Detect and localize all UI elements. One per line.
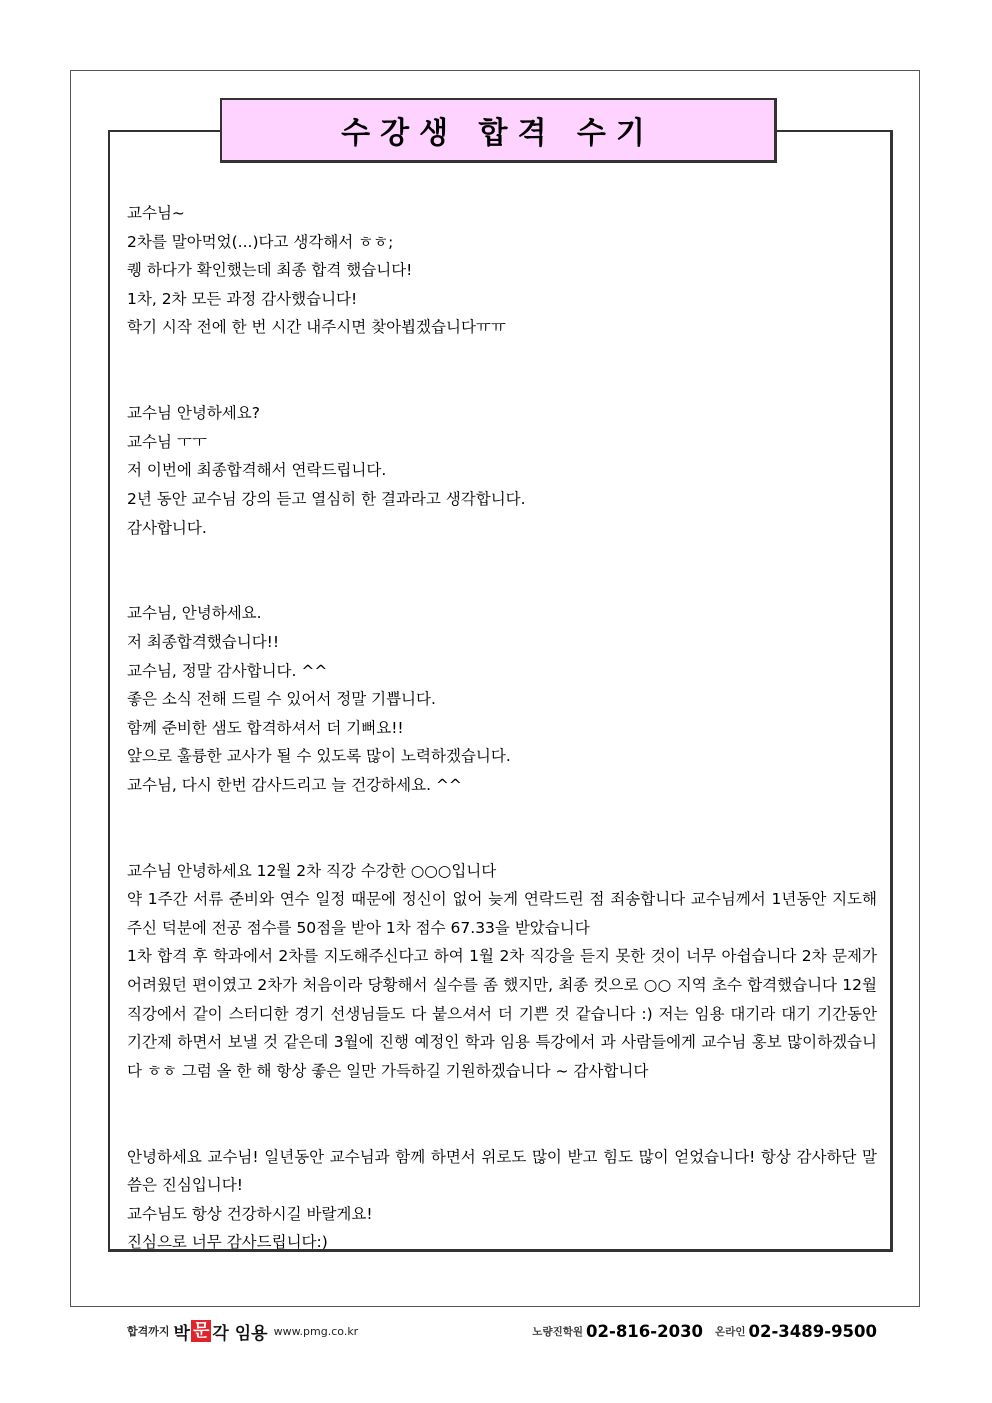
- letter-line: 1차, 2차 모든 과정 감사했습니다!: [127, 289, 358, 308]
- letter-line: 저 최종합격했습니다!!: [127, 632, 280, 651]
- letter-line: 교수님도 항상 건강하시길 바랄게요!: [127, 1204, 373, 1223]
- online-phone: 02-3489-9500: [748, 1321, 877, 1341]
- letter-line: 교수님 안녕하세요?: [127, 404, 260, 423]
- letter-line: 교수님~: [127, 204, 185, 222]
- letter-line: 2년 동안 교수님 강의 듣고 열심히 한 결과라고 생각합니다.: [127, 489, 526, 508]
- letter-line: 안녕하세요 교수님! 일년동안 교수님과 함께 하면서 위로도 많이 받고 힘도 많이 얻었습니다! 항상 감사하단 말씀은 진심입니다!: [127, 1147, 877, 1195]
- letter-line: 저 이번에 최종합격해서 연락드립니다.: [127, 461, 387, 480]
- letter-line: 함께 준비한 샘도 합격하셔서 더 기뻐요!!: [127, 718, 404, 737]
- letter-line: 감사합니다.: [127, 518, 207, 537]
- website-link[interactable]: www.pmg.co.kr: [273, 1324, 359, 1338]
- online-label: 온라인: [715, 1325, 746, 1338]
- footer: [127, 1317, 877, 1345]
- brand-text-post: 각 임용: [212, 1323, 268, 1344]
- brand-text-pre: 박: [173, 1323, 190, 1344]
- letter-line: 학기 시작 전에 한 번 시간 내주시면 찾아뵙겠습니다ㅠㅠ: [127, 318, 506, 337]
- letter-line: 앞으로 훌륭한 교사가 될 수 있도록 많이 노력하겠습니다.: [127, 747, 511, 766]
- letter-line: 교수님, 안녕하세요.: [127, 604, 262, 623]
- brand-text-red: 문: [192, 1321, 210, 1341]
- footer-slogan: 합격까지: [127, 1325, 170, 1338]
- letter-line: 교수님 ㅜㅜ: [127, 432, 207, 451]
- letter: [127, 399, 877, 542]
- title-banner: [220, 98, 777, 163]
- letter: [127, 199, 877, 342]
- offline-phone: 02-816-2030: [586, 1321, 704, 1341]
- letter-line: 퀭 하다가 확인했는데 최종 합격 했습니다!: [127, 261, 413, 280]
- letter-line: 좋은 소식 전해 드릴 수 있어서 정말 기쁩니다.: [127, 690, 436, 709]
- letter-line: 교수님, 정말 감사합니다. ^^: [127, 661, 328, 680]
- letter-line: 교수님 안녕하세요 12월 2차 직강 수강한 ○○○입니다: [127, 861, 497, 880]
- letter-line: 진심으로 너무 감사드립니다:): [127, 1233, 328, 1252]
- offline-label: 노량진학원: [532, 1325, 584, 1338]
- letter-line: 1차 합격 후 학과에서 2차를 지도해주신다고 하여 1월 2차 직강을 듣지 못한 것이 너무 아쉽습니다 2차 문제가 어려웠던 편이였고 2차가 처음이라 당황해서 실수를 좀 했지만, 최종 컷으로 ○○ 지역 초수 합격했습니다 12월 직강에서 같이 스터디한 경기 선생님들도 다 붙으셔서 더 기쁜 것 같습니다 :) 저는 임용 대기라 대기 기간동안 기간제 하면서 보낼 것 같은데 3월에 진행 예정인 학과 임용 특강에서 과 사람들에게 교수님 홍보 많이하겠습니다 ㅎㅎ 그럼 올 한 해 항상 좋은 일만 가득하길 기원하겠습니다 ~ 감사합니다: [127, 947, 877, 1080]
- brand-logo: [174, 1319, 268, 1344]
- letter: [127, 857, 877, 1086]
- contact-info: [532, 1322, 877, 1341]
- letters-section: [127, 199, 877, 1257]
- letter-line: 교수님, 다시 한번 감사드리고 늘 건강하세요. ^^: [127, 775, 462, 794]
- letter: [127, 1143, 877, 1257]
- letter-line: 약 1주간 서류 준비와 연수 일정 때문에 정신이 없어 늦게 연락드린 점 죄송합니다 교수님께서 1년동안 지도해주신 덕분에 전공 점수를 50점을 받아 1차 점수 67.33을 받았습니다: [127, 890, 877, 937]
- letter-line: 2차를 말아먹었(...)다고 생각해서 ㅎㅎ;: [127, 232, 394, 251]
- page-title: 수강생 합격 수기: [341, 116, 655, 151]
- letter: [127, 599, 877, 799]
